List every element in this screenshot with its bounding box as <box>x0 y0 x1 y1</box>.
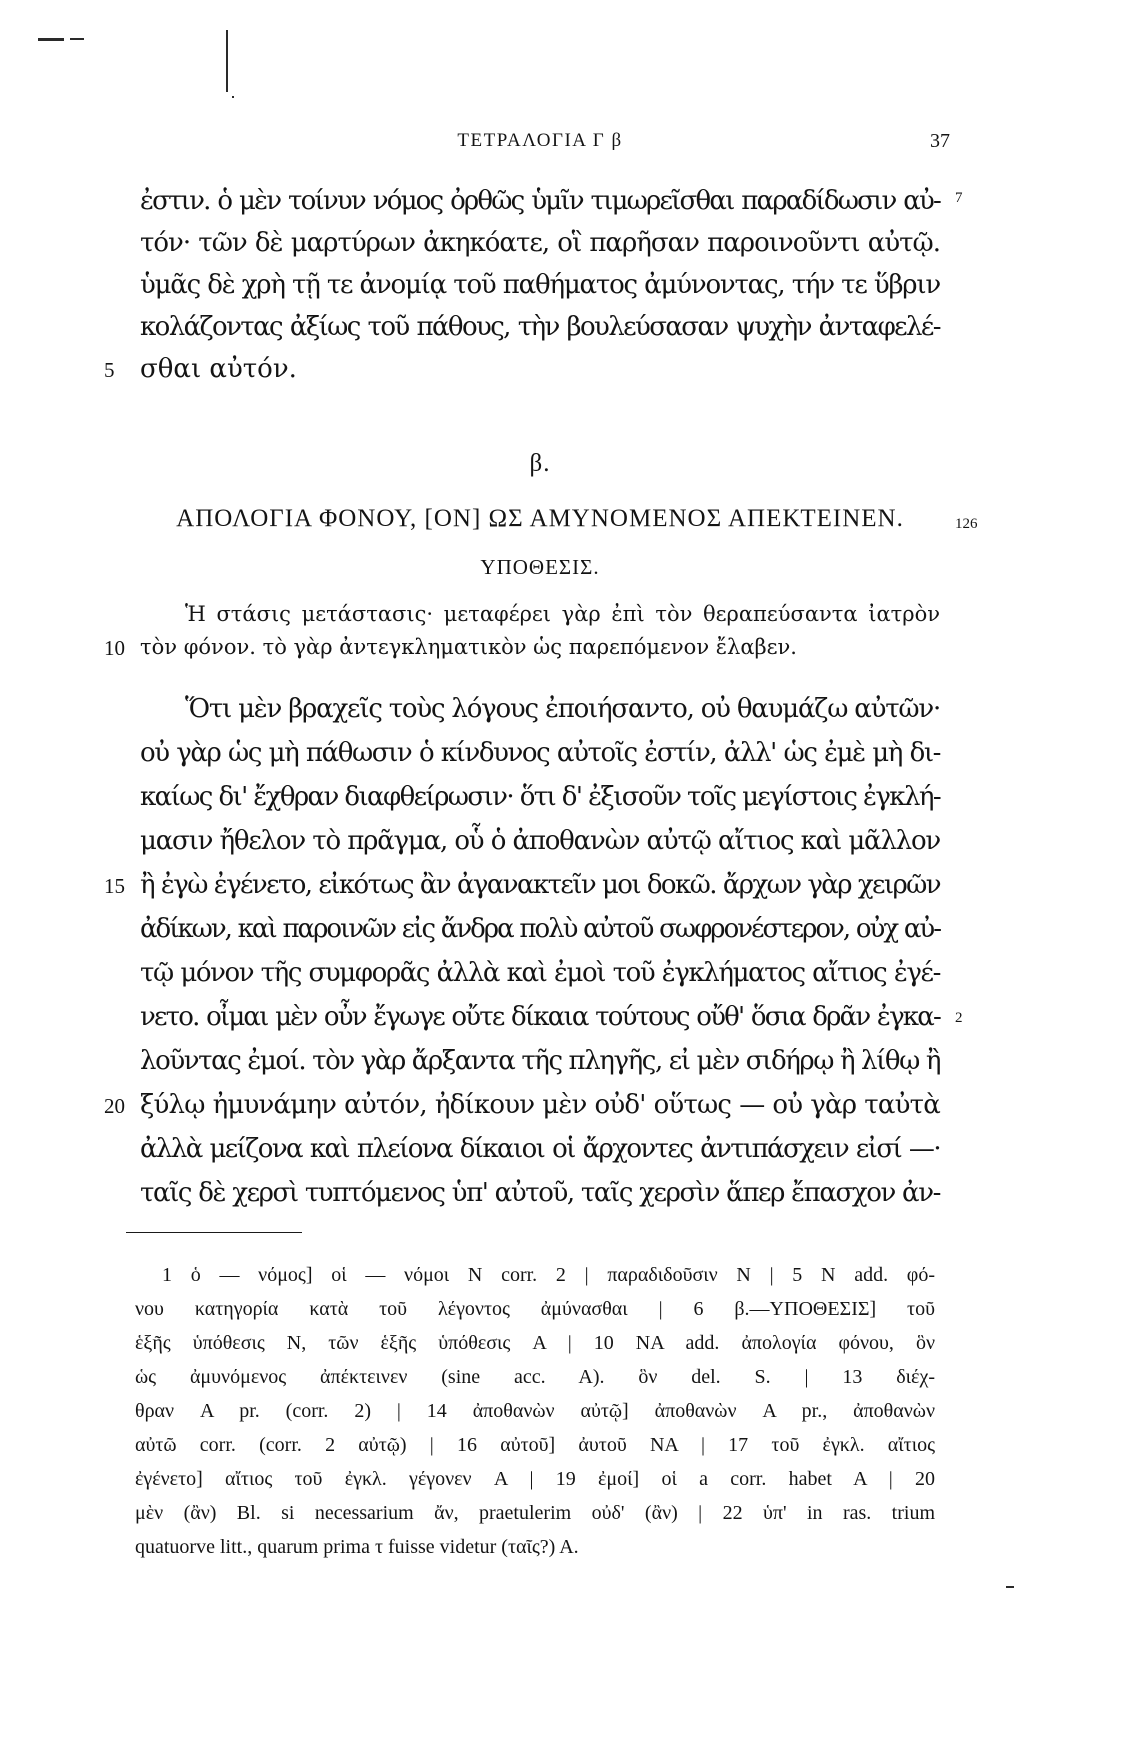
section-title: ΑΠΟΛΟΓΙΑ ΦΟΝΟΥ, [ΟΝ] ΩΣ ΑΜΥΝΟΜΕΝΟΣ ΑΠΕΚΤΕΙΝΕΝ. <box>176 505 904 532</box>
text-line: οὐ γὰρ ὡς μὴ πάθωσιν ὁ κίνδυνος αὐτοῖς ἐστίν, ἀλλ' ὡς ἐμὲ μὴ δι- <box>140 738 940 768</box>
footnote-line: ὡς ἀμυνόμενος ἀπέκτεινεν (sine acc. A). ὃν del. S. | 13 διέχ- <box>135 1366 935 1388</box>
running-header <box>120 130 960 160</box>
footnote-line: θραν A pr. (corr. 2) | 14 ἀποθανὼν αὐτῷ] ἀποθανὼν A pr., ἀποθανὼν <box>135 1400 935 1422</box>
footnote-line: ἐγένετο] αἴτιος τοῦ ἐγκλ. γέγονεν A | 19 ἐμοί] οἱ a corr. habet A | 20 <box>135 1468 935 1490</box>
footnote-line: μὲν (ἂν) Bl. si necessarium ἄν, praetulerim οὐδ' (ἂν) | 22 ὑπ' in ras. trium <box>135 1502 936 1524</box>
scan-mark <box>70 38 84 40</box>
hypothesis-line: τὸν φόνον. τὸ γὰρ ἀντεγκληματικὸν ὡς παρεπόμενον ἔλαβεν. <box>140 635 797 659</box>
running-title: ΤΕΤΡΑΛΟΓΙΑ Γ β <box>457 130 623 151</box>
footnote-line: αὐτῶ corr. (corr. 2 αὐτῷ) | 16 αὐτοῦ] ἀυτοῦ NA | 17 τοῦ ἐγκλ. αἴτιος <box>135 1434 935 1456</box>
text-line: Ὅτι μὲν βραχεῖς τοὺς λόγους ἐποιήσαντο, οὐ θαυμάζω αὐτῶν· <box>185 694 941 724</box>
footnote-line: ἑξῆς ὑπόθεσις N, τῶν ἑξῆς ὑπόθεσις A | 10 NA add. ἀπολογία φόνου, ὃν <box>135 1332 935 1354</box>
line-number: 10 <box>104 636 125 660</box>
text-line: ἀδίκων, καὶ παροινῶν εἰς ἄνδρα πολὺ αὐτοῦ σωφρονέστερον, οὐχ αὐ- <box>140 914 940 944</box>
text-line: ἐστιν. ὁ μὲν τοίνυν νόμος ὀρθῶς ὑμῖν τιμωρεῖσθαι παραδίδωσιν αὐ- <box>140 186 940 216</box>
scan-mark <box>226 30 228 92</box>
text-line: ἀλλὰ μείζονα καὶ πλείονα δίκαιοι οἱ ἄρχοντες ἀντιπάσχειν εἰσί —· <box>140 1134 940 1164</box>
hypothesis-line: Ἡ στάσις μετάστασις· μεταφέρει γὰρ ἐπὶ τὸν θεραπεύσαντα ἰατρὸν <box>185 602 940 626</box>
section-letter: β. <box>529 450 551 477</box>
page-number: 37 <box>930 130 950 152</box>
scan-mark <box>1006 1586 1014 1588</box>
footnote-line: quatuorve litt., quarum prima τ fuisse videtur (ταῖς?) A. <box>135 1536 579 1558</box>
text-line: ὑμᾶς δὲ χρὴ τῇ τε ἀνομίᾳ τοῦ παθήματος ἀμύνοντας, τήν τε ὕβριν <box>140 270 940 300</box>
margin-note: 2 <box>955 1010 963 1026</box>
scan-mark <box>38 38 64 41</box>
margin-note: 126 <box>955 516 978 532</box>
text-line: ταῖς δὲ χερσὶ τυπτόμενος ὑπ' αὐτοῦ, ταῖς χερσὶν ἅπερ ἔπασχον ἀν- <box>140 1178 940 1208</box>
text-line: τόν· τῶν δὲ μαρτύρων ἀκηκόατε, οἳ παρῆσαν παροινοῦντι αὐτῷ. <box>140 228 940 258</box>
text-line: ξύλῳ ἠμυνάμην αὐτόν, ἠδίκουν μὲν οὐδ' οὕτως — οὐ γὰρ ταὐτὰ <box>140 1090 940 1120</box>
line-number: 5 <box>104 358 115 382</box>
footnote-line: νου κατηγορία κατὰ τοῦ λέγοντος ἀμύνασθαι | 6 β.—ΥΠΟΘΕΣΙΣ] τοῦ <box>135 1298 935 1320</box>
footnote-line: 1 ὁ — νόμος] οἱ — νόμοι N corr. 2 | παραδιδοῦσιν N | 5 N add. φό- <box>162 1264 935 1286</box>
footnote-rule <box>126 1232 302 1233</box>
margin-note: 7 <box>955 190 963 206</box>
text-line: μασιν ἤθελον τὸ πρᾶγμα, οὗ ὁ ἀποθανὼν αὐτῷ αἴτιος καὶ μᾶλλον <box>140 826 940 856</box>
text-line: λοῦντας ἐμοί. τὸν γὰρ ἄρξαντα τῆς πληγῆς, εἰ μὲν σιδήρῳ ἢ λίθῳ ἢ <box>140 1046 940 1076</box>
text-line: τῷ μόνον τῆς συμφορᾶς ἀλλὰ καὶ ἐμοὶ τοῦ ἐγκλήματος αἴτιος ἐγέ- <box>140 958 940 988</box>
hypothesis-label: ΥΠΟΘΕΣΙΣ. <box>480 555 600 579</box>
line-number: 20 <box>104 1094 125 1118</box>
text-line: κολάζοντας ἀξίως τοῦ πάθους, τὴν βουλεύσασαν ψυχὴν ἀνταφελέ- <box>140 312 940 342</box>
text-line: νετο. οἶμαι μὲν οὖν ἔγωγε οὔτε δίκαια τούτους οὔθ' ὅσια δρᾶν ἐγκα- <box>140 1002 940 1032</box>
text-line: καίως δι' ἔχθραν διαφθείρωσιν· ὅτι δ' ἐξισοῦν τοῖς μεγίστοις ἐγκλή- <box>140 782 940 812</box>
text-line: σθαι αὐτόν. <box>140 354 297 384</box>
scan-mark <box>232 96 234 98</box>
line-number: 15 <box>104 874 125 898</box>
text-line: ἢ ἐγὼ ἐγένετο, εἰκότως ἂν ἀγανακτεῖν μοι δοκῶ. ἄρχων γὰρ χειρῶν <box>140 870 940 900</box>
